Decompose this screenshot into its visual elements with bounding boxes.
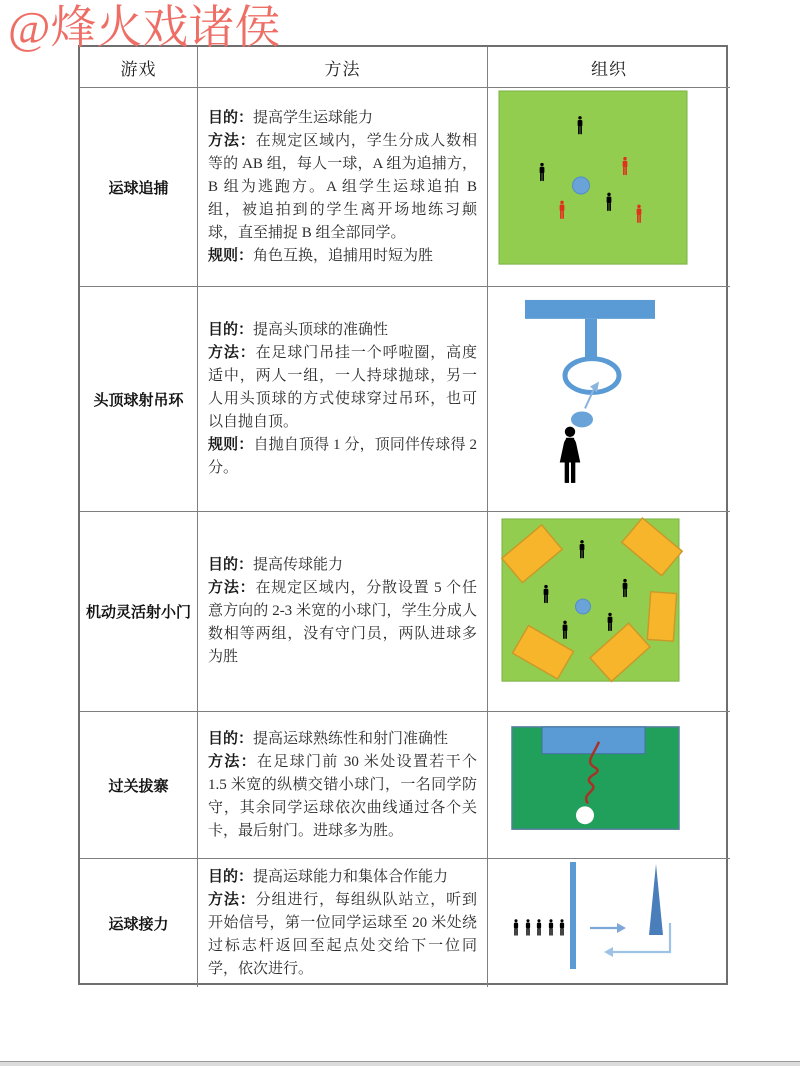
arrow-right-head bbox=[617, 923, 626, 933]
relay-diagram bbox=[488, 859, 730, 987]
method-paragraph bbox=[208, 342, 477, 434]
paragraph-text: 提高运球能力和集体合作能力 bbox=[253, 868, 449, 885]
paragraph-label: 目的： bbox=[208, 868, 254, 885]
paragraph-text: 提高学生运球能力 bbox=[253, 109, 374, 126]
column-header-organization: 组织 bbox=[488, 47, 730, 88]
person-icon bbox=[514, 919, 518, 935]
paragraph-text: 角色互换，追捕用时短为胜 bbox=[253, 247, 434, 264]
paragraph-text: 自抛自顶得 1 分，顶同伴传球得 2 分。 bbox=[208, 436, 477, 476]
method-cell bbox=[198, 287, 488, 512]
method-cell bbox=[198, 712, 488, 859]
method-paragraph bbox=[208, 728, 477, 751]
method-paragraph bbox=[208, 107, 477, 130]
organization-cell bbox=[488, 859, 730, 987]
start-line bbox=[570, 862, 576, 969]
person-icon bbox=[549, 919, 553, 935]
method-paragraph bbox=[208, 577, 477, 669]
paragraph-label: 规则： bbox=[208, 436, 254, 453]
method-paragraph bbox=[208, 130, 477, 245]
goal-crossbar bbox=[525, 300, 655, 319]
column-header-method: 方法 bbox=[198, 47, 488, 88]
paragraph-label: 目的： bbox=[208, 557, 254, 573]
method-cell bbox=[198, 512, 488, 712]
paragraph-label: 方法： bbox=[208, 344, 256, 361]
games-table bbox=[78, 45, 728, 985]
game-name-cell: 运球接力 bbox=[80, 859, 198, 987]
goal-area bbox=[542, 727, 645, 754]
goal-rect-icon bbox=[647, 592, 676, 641]
person-icon bbox=[560, 919, 564, 935]
ball-icon bbox=[576, 806, 594, 824]
method-paragraph bbox=[208, 319, 477, 342]
return-arrow-head bbox=[604, 947, 613, 957]
method-paragraph bbox=[208, 434, 477, 480]
paragraph-label: 方法： bbox=[208, 891, 256, 908]
paragraph-text: 提高传球能力 bbox=[253, 557, 344, 573]
woman-person-icon bbox=[560, 427, 581, 483]
gate-dribbling-diagram bbox=[488, 712, 730, 858]
paragraph-label: 目的： bbox=[208, 321, 254, 338]
organization-cell bbox=[488, 287, 730, 512]
person-icon bbox=[537, 919, 541, 935]
ball-icon bbox=[571, 411, 593, 427]
paragraph-label: 方法： bbox=[208, 753, 258, 770]
organization-cell bbox=[488, 88, 730, 287]
column-header-game: 游戏 bbox=[80, 47, 198, 88]
cone-icon bbox=[649, 864, 663, 935]
game-name-cell: 机动灵活射小门 bbox=[80, 512, 198, 712]
heading-ring-diagram bbox=[488, 287, 730, 511]
bottom-gray-strip bbox=[0, 1061, 800, 1066]
paragraph-text: 提高运球熟练性和射门准确性 bbox=[253, 730, 449, 747]
organization-cell bbox=[488, 512, 730, 712]
method-cell bbox=[198, 88, 488, 287]
person-icon bbox=[526, 919, 530, 935]
watermark-text: @烽火戏诸侯 bbox=[8, 2, 281, 53]
paragraph-text: 在足球门前 30 米处设置若干个 1.5 米宽的纵横交错小球门，一名同学防守，其余同学运球依次曲线通过各个关卡，最后射门。进球多为胜。 bbox=[208, 753, 477, 839]
paragraph-label: 方法： bbox=[208, 580, 256, 596]
paragraph-label: 方法： bbox=[208, 132, 256, 149]
ball-icon bbox=[576, 599, 591, 614]
game-name-cell: 过关拔寨 bbox=[80, 712, 198, 859]
paragraph-label: 目的： bbox=[208, 109, 254, 126]
paragraph-text: 在足球门吊挂一个呼啦圈，高度适中，两人一组，一人持球抛球，另一人用头顶球的方式使球穿过吊环，也可以自抛自顶。 bbox=[208, 344, 477, 430]
paragraph-label: 规则： bbox=[208, 247, 254, 264]
method-paragraph bbox=[208, 245, 477, 268]
method-cell bbox=[198, 859, 488, 987]
paragraph-label: 目的： bbox=[208, 730, 254, 747]
paragraph-text: 提高头顶球的准确性 bbox=[253, 321, 389, 338]
paragraph-text: 分组进行，每组纵队站立，听到开始信号，第一位同学运球至 20 米处绕过标志杆返回至起点处交给下一位同学，依次进行。 bbox=[208, 891, 477, 977]
field-area bbox=[499, 91, 687, 264]
method-paragraph bbox=[208, 554, 477, 577]
ball-icon bbox=[573, 177, 590, 194]
dribble-chase-diagram bbox=[488, 88, 730, 286]
game-name-cell: 头顶球射吊环 bbox=[80, 287, 198, 512]
method-paragraph bbox=[208, 889, 477, 981]
organization-cell bbox=[488, 712, 730, 859]
paragraph-text: 在规定区域内，学生分成人数相等的 AB 组，每人一球，A 组为追捕方，B 组为逃跑方。A 组学生运球追拍 B 组，被追拍到的学生离开场地练习颠球，直至捕捉 B 组全部同学。 bbox=[208, 132, 477, 241]
method-paragraph bbox=[208, 751, 477, 843]
goal-post bbox=[585, 319, 597, 359]
method-paragraph bbox=[208, 866, 477, 889]
paragraph-text: 在规定区域内，分散设置 5 个任意方向的 2-3 米宽的小球门，学生分成人数相等两组，没有守门员，两队进球多为胜 bbox=[208, 580, 477, 665]
small-goals-diagram bbox=[488, 512, 730, 711]
game-name-cell: 运球追捕 bbox=[80, 88, 198, 287]
